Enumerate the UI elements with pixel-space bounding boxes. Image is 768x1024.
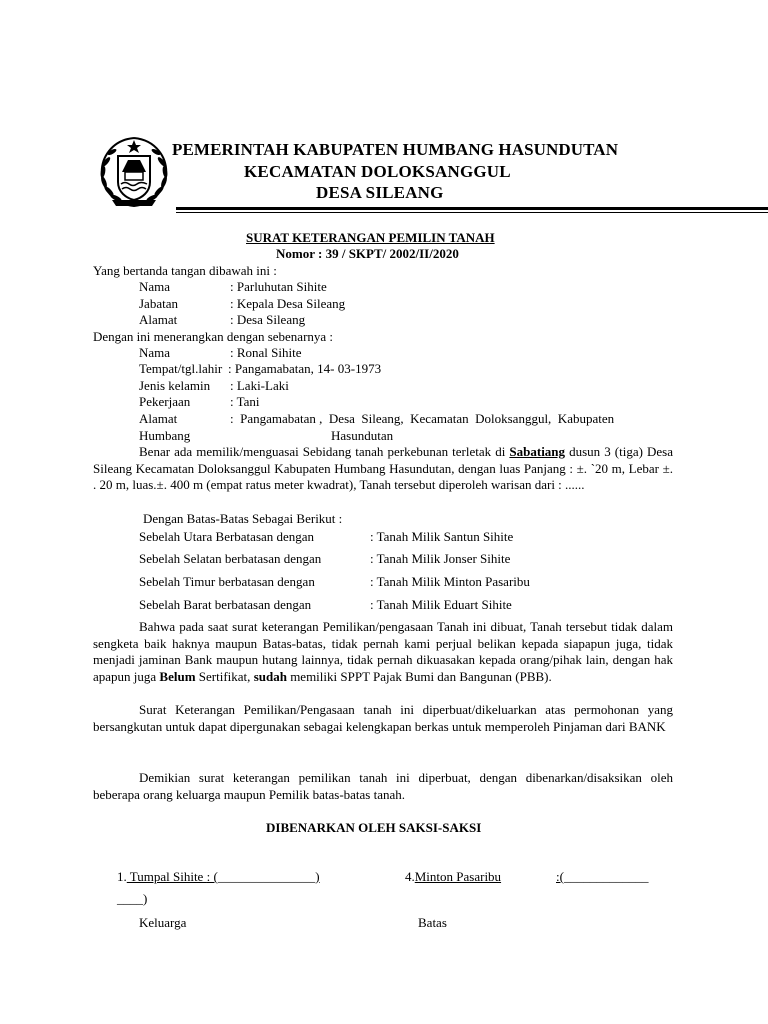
subject-address-label: Alamat: [139, 411, 178, 426]
land-status-paragraph: Bahwa pada saat surat keterangan Pemilikan/pengasaan Tanah ini dibuat, Tanah tersebut tidak dalam sengketa baik haknya maupun Batas-batas, tidak pernah kami perjual belikan kepada siapapun juga, tidak menjadi jaminan Bank maupun hutang lainnya, tidak pernah dikuasakan kepada orang/pihak lain, dengan hak apapun juga Belum Sertifikat, sudah memiliki SPPT Pajak Bumi dan Bangunan (PBB).: [93, 619, 673, 684]
signer-position-label: Jabatan: [139, 296, 178, 311]
subject-name-label: Nama: [139, 345, 171, 360]
purpose-paragraph: Surat Keterangan Pemilikan/Pengasaan tanah ini diperbuat/dikeluarkan atas permohonan yang bersangkutan untuk dapat dipergunakan sebagai kelengkapan berkas untuk memperoleh Pinjaman dari BANK: [93, 702, 673, 734]
document-title: SURAT KETERANGAN PEMILIN TANAH: [246, 230, 495, 245]
subject-name-value: : Ronal Sihite: [230, 345, 302, 360]
subject-gender-value: : Laki-Laki: [230, 378, 289, 393]
intro-text: Yang bertanda tangan dibawah ini :: [93, 263, 277, 278]
subject-address-value: : Pangamabatan , Desa Sileang, Kecamatan Doloksanggul, Kabupaten: [230, 411, 615, 426]
closing-paragraph: Demikian surat keterangan pemilikan tanah ini diperbuat, dengan dibenarkan/disaksikan oleh beberapa orang keluarga maupun Pemilik batas-batas tanah.: [93, 770, 673, 802]
witness-1: 1. Tumpal Sihite : (_______________): [117, 869, 320, 884]
witness-1-role: Keluarga: [139, 915, 187, 930]
witness-4-role: Batas: [418, 915, 447, 930]
signer-name-label: Nama: [139, 279, 171, 294]
boundaries-title: Dengan Batas-Batas Sebagai Berikut :: [143, 511, 343, 526]
subject-job-value: : Tani: [230, 394, 260, 409]
regency-emblem-logo: [94, 132, 174, 212]
subject-address-cont1: Humbang: [139, 428, 191, 443]
boundary-south-label: Sebelah Selatan berbatasan dengan: [139, 551, 322, 566]
intro2-text: Dengan ini menerangkan dengan sebenarnya :: [93, 329, 334, 344]
boundary-south-value: : Tanah Milik Jonser Sihite: [370, 551, 511, 566]
subject-job-label: Pekerjaan: [139, 394, 191, 409]
letterhead-district: KECAMATAN DOLOKSANGGUL: [244, 162, 511, 181]
boundary-north-label: Sebelah Utara Berbatasan dengan: [139, 529, 315, 544]
witness-4-name: Minton Pasaribu: [414, 869, 502, 884]
witnesses-title: DIBENARKAN OLEH SAKSI-SAKSI: [266, 820, 482, 835]
sppt-status: sudah: [253, 668, 287, 684]
boundary-west-value: : Tanah Milik Eduart Sihite: [370, 597, 512, 612]
signer-address-label: Alamat: [139, 312, 178, 327]
boundary-west-label: Sebelah Barat berbatasan dengan: [139, 597, 312, 612]
subject-birth-label: Tempat/tgl.lahir: [139, 361, 223, 376]
land-description-paragraph: Benar ada memilik/menguasai Sebidang tanah perkebunan terletak di Sabatiang dusun 3 (tiga) Desa Sileang Kecamatan Doloksanggul Kabupaten Humbang Hasundutan, dengan luas Panjang : ±. `20 m, Lebar ±. . 20 m, luas.±. 400 m (empat ratus meter kwadrat), Tanah tersebut diperoleh warisan dari : ......: [93, 444, 674, 492]
signer-name-value: : Parluhutan Sihite: [230, 279, 327, 294]
letterhead-rule-thin: [176, 212, 768, 213]
letterhead-village: DESA SILEANG: [316, 183, 444, 202]
boundary-north-value: : Tanah Milik Santun Sihite: [370, 529, 514, 544]
subject-gender-label: Jenis kelamin: [139, 378, 211, 393]
letterhead-regency: PEMERINTAH KABUPATEN HUMBANG HASUNDUTAN: [172, 140, 619, 159]
letterhead-rule-thick: [176, 207, 768, 210]
witness-4-sign: :(_____________: [556, 869, 649, 884]
signer-position-value: : Kepala Desa Sileang: [230, 296, 346, 311]
witness-1-cont: ____): [117, 891, 148, 906]
land-location-name: Sabatiang: [509, 444, 566, 459]
boundary-east-label: Sebelah Timur berbatasan dengan: [139, 574, 315, 589]
witness-1-name: Tumpal Sihite: [126, 869, 207, 884]
subject-birth-value: : Pangamabatan, 14- 03-1973: [228, 361, 382, 376]
subject-address-cont2: Hasundutan: [331, 428, 394, 443]
boundary-east-value: : Tanah Milik Minton Pasaribu: [370, 574, 530, 589]
document-number: Nomor : 39 / SKPT/ 2002/II/2020: [276, 246, 459, 261]
signer-address-value: : Desa Sileang: [230, 312, 306, 327]
witness-4: 4.Minton Pasaribu: [405, 869, 502, 884]
certificate-status: Belum: [159, 668, 196, 684]
